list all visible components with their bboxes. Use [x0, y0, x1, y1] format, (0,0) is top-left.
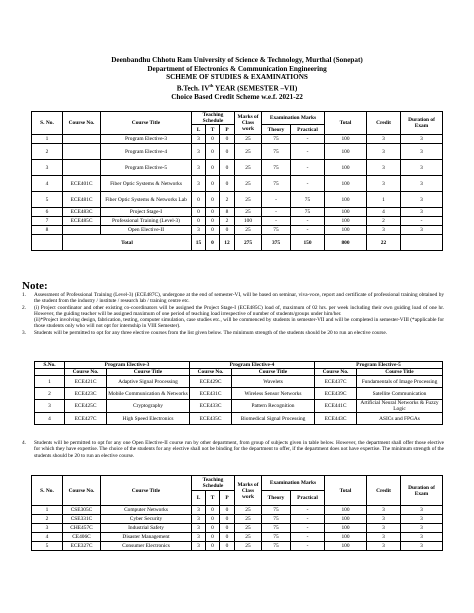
table-header-cell: Marks of Class work [235, 476, 262, 506]
table-cell: CHE457C [63, 524, 101, 533]
table-cell: 2 [367, 217, 401, 226]
table-cell [63, 144, 101, 160]
col-teaching-schedule: Teaching Schedule [192, 112, 235, 125]
col-t: T [206, 125, 220, 135]
department-name: Department of Electronics & Communication Engineering [147, 64, 327, 73]
table-cell: 4 [367, 208, 401, 217]
table-cell: 75 [262, 515, 291, 524]
table-cell: 3 [32, 160, 63, 176]
table-cell: 100 [325, 533, 367, 542]
col-l: L [192, 125, 206, 135]
table-cell: 0 [206, 160, 220, 176]
scheme-title: SCHEME OF STUDIES & EXAMINATIONS [166, 73, 308, 82]
table-cell: - [291, 144, 325, 160]
table-cell: ECE429C [190, 376, 232, 388]
table-cell: Consumer Electronics [101, 542, 192, 551]
table-cell: 25 [235, 144, 262, 160]
table-cell: 25 [235, 506, 262, 515]
total-row [32, 235, 443, 251]
table-cell: 150 [291, 235, 325, 251]
table-cell: 3 [367, 160, 401, 176]
table-cell: 3 [192, 542, 206, 551]
table-row [32, 524, 443, 533]
table-cell: Pattern Recognition [232, 400, 315, 413]
col-theory: Theory [262, 125, 291, 135]
table-cell: 100 [325, 217, 367, 226]
table-cell: - [262, 217, 291, 226]
table-cell: 3 [367, 226, 401, 235]
table-cell: ECE421C [65, 376, 107, 388]
table-cell: - [401, 217, 443, 226]
table-cell: 3 [401, 226, 443, 235]
table-cell: 100 [325, 515, 367, 524]
table-cell: Mobile Communication & Networks [107, 388, 190, 400]
table-cell: 3 [401, 533, 443, 542]
table-row [35, 376, 443, 388]
table-cell: 5 [32, 542, 63, 551]
table-cell: 22 [367, 235, 401, 251]
table-cell: 3 [192, 160, 206, 176]
table-cell [63, 226, 101, 235]
table-cell: 75 [262, 533, 291, 542]
table-cell: 3 [367, 533, 401, 542]
table-cell: 3 [401, 542, 443, 551]
table-cell: Satellite Communication [357, 388, 443, 400]
table-cell: - [291, 533, 325, 542]
table-cell: 15 [192, 235, 206, 251]
table-cell: 25 [235, 542, 262, 551]
table-row [32, 226, 443, 235]
pe5-header: Program Elective-5 [315, 362, 443, 369]
table-cell: 1 [32, 135, 63, 144]
table-cell: 0 [220, 506, 235, 515]
table-header-cell: Course No. [315, 369, 357, 376]
table-header-cell: Examination Marks [262, 476, 325, 491]
table-cell: Fiber Optic Systems & Networks Lab [101, 192, 192, 208]
col-p: P [220, 125, 235, 135]
table-cell: 0 [206, 515, 220, 524]
table-cell: CE406C [63, 533, 101, 542]
table-cell: ECE401C [63, 176, 101, 192]
table-cell: 3 [32, 524, 63, 533]
table-cell: 25 [235, 192, 262, 208]
table-cell: Disaster Management [101, 533, 192, 542]
table-cell: 3 [192, 515, 206, 524]
table-header-cell: L [192, 491, 206, 506]
table-cell: 75 [262, 144, 291, 160]
table-cell: Biomedical Signal Processing [232, 413, 315, 425]
table-cell: 75 [262, 160, 291, 176]
table-cell: 25 [235, 515, 262, 524]
table-row [35, 413, 443, 425]
table-cell: Artificial Neural Networks & Fuzzy Logic [357, 400, 443, 413]
program-electives-table [34, 361, 443, 425]
table-cell: 75 [262, 524, 291, 533]
table-cell: 1 [367, 192, 401, 208]
table-cell: Fundamentals of Image Processing [357, 376, 443, 388]
table-cell: 2 [35, 388, 65, 400]
document-header [0, 56, 474, 101]
table-cell: 3 [367, 144, 401, 160]
table-cell: - [291, 515, 325, 524]
table-cell: CSE331C [63, 515, 101, 524]
table-row [32, 144, 443, 160]
semester-scheme-table [31, 111, 443, 251]
table-cell: 75 [262, 542, 291, 551]
table-cell: - [291, 506, 325, 515]
table-cell: 0 [206, 533, 220, 542]
table-cell: 4 [32, 533, 63, 542]
note-item: 4. Students will be permitted to opt for any one Open Elective-II course run by other department, from group of subjects given in table below. However, the department shall offer those elective for which they have expertise. The choice of the students for any elective shall not be binding for the department to offer, if the department does not have expertise. The minimum strength of the students should be 20 to run an elective course. [22, 440, 444, 459]
note-item: 1. Assessment of Professional Training (Level-3) (ECE487C), undergone at the end of semester-VI, will be based on seminar, viva-voce, report and certificate of professional training obtained by the student from the industry / institute / research lab / training centre etc. [22, 292, 444, 305]
table-cell: CSE305C [63, 506, 101, 515]
table-cell: Program Elective-5 [101, 160, 192, 176]
table-header-cell: T [206, 491, 220, 506]
table-cell: 12 [220, 235, 235, 251]
table-cell: 0 [206, 235, 220, 251]
table-cell: 3 [192, 226, 206, 235]
credit-scheme: Choice Based Credit Scheme w.e.f. 2021-22 [171, 92, 303, 101]
table-cell: 2 [220, 217, 235, 226]
table-header-cell: Course Title [357, 369, 443, 376]
table-cell: ECE435C [190, 413, 232, 425]
table-cell: ECE441C [315, 400, 357, 413]
table-cell: 100 [235, 217, 262, 226]
table-cell: 0 [206, 192, 220, 208]
table-cell: 75 [262, 506, 291, 515]
table-header-cell: Course No. [63, 476, 101, 506]
table-cell: 0 [220, 176, 235, 192]
table-cell: 6 [32, 208, 63, 217]
notes-title: Note: [22, 280, 48, 292]
table-cell: 25 [235, 135, 262, 144]
col-course-title: Course Title [101, 112, 192, 135]
table-header-cell: Course Title [101, 476, 192, 506]
table-cell: 3 [367, 135, 401, 144]
col-course-no: Course No. [63, 112, 101, 135]
table-cell: 4 [35, 413, 65, 425]
col-duration: Duration of Exam [401, 112, 443, 135]
table-cell: 3 [401, 208, 443, 217]
university-name: Deenbandhu Chhotu Ram University of Science & Technology, Murthal (Sonepat) [111, 56, 363, 64]
table-header-cell: Credit [367, 476, 401, 506]
table-cell: High Speed Electronics [107, 413, 190, 425]
table-cell: 100 [325, 135, 367, 144]
table-cell: 7 [32, 217, 63, 226]
table-cell: 3 [367, 542, 401, 551]
table-cell: ECE423C [65, 388, 107, 400]
table-cell: Open Elective-II [101, 226, 192, 235]
table-cell: 375 [262, 235, 291, 251]
table-cell: - [291, 524, 325, 533]
table-cell: 100 [325, 208, 367, 217]
table-cell: - [291, 226, 325, 235]
table-cell: Project Stage-I [101, 208, 192, 217]
table-cell: 0 [220, 144, 235, 160]
table-cell: 100 [325, 542, 367, 551]
table-cell: 3 [401, 160, 443, 176]
table-cell: 0 [220, 542, 235, 551]
table-cell: 0 [206, 542, 220, 551]
pe4-header: Program Elective-4 [190, 362, 315, 369]
table-cell: 75 [291, 208, 325, 217]
table-cell: 3 [367, 506, 401, 515]
table-cell: 0 [206, 135, 220, 144]
table-cell: 0 [220, 160, 235, 176]
table-cell: 800 [325, 235, 367, 251]
table-header-cell: Total [325, 476, 367, 506]
table-cell: ECE433C [190, 400, 232, 413]
table-cell: Industrial Safety [101, 524, 192, 533]
table-row [32, 217, 443, 226]
table-cell: Wavelets [232, 376, 315, 388]
year-semester: B.Tech. IVth YEAR (SEMESTER –VII) [176, 82, 298, 93]
note-item: 3. Students will be permitted to opt for any three elective courses from the list given below. The minimum strength of the students should be 20 to run an elective course. [22, 329, 388, 336]
table-cell: ECE327C [63, 542, 101, 551]
table-cell [63, 135, 101, 144]
table-cell: 25 [235, 524, 262, 533]
table-cell: ECE485C [63, 217, 101, 226]
table-cell [63, 160, 101, 176]
table-cell: Program Elective-4 [101, 144, 192, 160]
table-cell: - [291, 542, 325, 551]
table-cell [32, 235, 63, 251]
table-cell: 100 [325, 144, 367, 160]
table-cell: ECE481C [63, 192, 101, 208]
table-cell: 3 [401, 515, 443, 524]
table-cell: 1 [35, 376, 65, 388]
table-cell: 0 [220, 515, 235, 524]
pe-col-sno: S.No. [35, 362, 65, 369]
table-cell: 0 [206, 524, 220, 533]
table-row [32, 176, 443, 192]
table-cell: 3 [401, 135, 443, 144]
table-cell: Fiber Optic Systems & Networks [101, 176, 192, 192]
table-cell: ECE425C [65, 400, 107, 413]
table-cell: 0 [206, 144, 220, 160]
table-cell: 25 [235, 226, 262, 235]
table-cell: 3 [192, 506, 206, 515]
table-cell: 75 [291, 192, 325, 208]
table-header-cell: Teaching Schedule [192, 476, 235, 491]
table-cell: 25 [235, 176, 262, 192]
table-cell: 100 [325, 192, 367, 208]
table-cell: 3 [35, 400, 65, 413]
table-header-cell: Duration of Exam [401, 476, 443, 506]
table-header-cell: Course Title [232, 369, 315, 376]
table-cell: 2 [32, 515, 63, 524]
table-row [32, 515, 443, 524]
table-cell: 0 [192, 208, 206, 217]
table-cell: Wireless Sensor Networks [232, 388, 315, 400]
table-cell: Adaptive Signal Processing [107, 376, 190, 388]
table-row [32, 135, 443, 144]
notes-list [22, 292, 444, 336]
table-cell: 3 [192, 135, 206, 144]
col-credit: Credit [367, 112, 401, 135]
table-header-cell: Theory [262, 491, 291, 506]
table-cell: Cryptography [107, 400, 190, 413]
table-cell: - [291, 135, 325, 144]
table-header-cell: Course No. [65, 369, 107, 376]
table-cell: 0 [220, 135, 235, 144]
table-cell: ECE427C [65, 413, 107, 425]
table-cell: 3 [192, 176, 206, 192]
table-cell: ECE483C [63, 208, 101, 217]
table-cell: 3 [192, 533, 206, 542]
table-cell: 25 [235, 533, 262, 542]
table-cell: 5 [32, 192, 63, 208]
table-cell: 0 [220, 533, 235, 542]
col-total: Total [325, 112, 367, 135]
table-cell: ECE431C [190, 388, 232, 400]
table-row [32, 542, 443, 551]
table-cell: 100 [325, 506, 367, 515]
table-cell: ASICs and FPGAs [357, 413, 443, 425]
col-marks-classwork: Marks of Class work [235, 112, 262, 135]
table-cell: 0 [220, 226, 235, 235]
table-cell: 4 [32, 176, 63, 192]
table-cell: 100 [325, 226, 367, 235]
table-cell: - [291, 217, 325, 226]
table-cell: 25 [235, 160, 262, 176]
table-cell: 100 [325, 524, 367, 533]
table-cell: - [262, 192, 291, 208]
open-elective-table [31, 475, 443, 551]
col-exam-marks: Examination Marks [262, 112, 325, 125]
table-cell: Program Elective-3 [101, 135, 192, 144]
table-cell: 100 [325, 160, 367, 176]
table-header-cell: Practical [291, 491, 325, 506]
table-cell: 3 [367, 176, 401, 192]
note-item: (ii)*Project involving design, fabrication, testing, computer simulation, case studies etc., will be commenced by students in semester-VII and will be completed in semester-VIII (*applicable for those students only who will not opt for internship in VIII Semester). [34, 317, 444, 330]
table-cell: 8 [220, 208, 235, 217]
table-cell: 100 [325, 176, 367, 192]
table-cell: 8 [32, 226, 63, 235]
table-cell: - [262, 208, 291, 217]
table-cell: 0 [206, 506, 220, 515]
table-cell: ECE439C [315, 388, 357, 400]
table-cell: 0 [206, 217, 220, 226]
table-cell: 75 [262, 135, 291, 144]
table-cell: - [291, 160, 325, 176]
col-sno: S. No. [32, 112, 63, 135]
table-cell: Total [63, 235, 192, 251]
table-cell: 75 [262, 176, 291, 192]
table-row [35, 400, 443, 413]
table-cell: 3 [192, 144, 206, 160]
table-cell: - [291, 176, 325, 192]
table-cell: ECE443C [315, 413, 357, 425]
table-cell: 0 [206, 208, 220, 217]
table-cell: 0 [192, 217, 206, 226]
table-cell: 3 [367, 524, 401, 533]
table-cell: 75 [262, 226, 291, 235]
table-cell: 25 [235, 208, 262, 217]
table-cell: 2 [220, 192, 235, 208]
table-cell: 3 [367, 515, 401, 524]
table-cell: 0 [220, 524, 235, 533]
table-cell: 3 [401, 176, 443, 192]
table-row [32, 160, 443, 176]
table-row [35, 388, 443, 400]
table-cell: 0 [192, 192, 206, 208]
table-cell: 2 [32, 144, 63, 160]
table-cell: Professional Training (Level-3) [101, 217, 192, 226]
note-item: 2. (i) Project coordinator and other existing co-coordinators will be assigned the Project Stage-I (ECE485C) load of, maximum of 02 hrs. per week including their own guiding load of one hr. However, the guiding teacher will be assigned maximum of one period of teaching load irrespective of number of students/groups under him/her. [22, 304, 444, 317]
table-row [32, 506, 443, 515]
table-header-cell: Course No. [190, 369, 232, 376]
table-row [32, 192, 443, 208]
table-row [32, 533, 443, 542]
table-header-cell: P [220, 491, 235, 506]
table-header-cell: S. No. [32, 476, 63, 506]
table-cell: Cyber Security [101, 515, 192, 524]
table-cell: 3 [401, 192, 443, 208]
table-cell: 275 [235, 235, 262, 251]
table-cell: 3 [401, 524, 443, 533]
table-cell: 3 [401, 144, 443, 160]
table-cell [401, 235, 443, 251]
table-cell: Computer Networks [101, 506, 192, 515]
table-cell: 1 [32, 506, 63, 515]
col-practical: Practical [291, 125, 325, 135]
pe3-header: Program Elective-3 [65, 362, 190, 369]
table-row [32, 208, 443, 217]
table-cell: 3 [401, 506, 443, 515]
table-cell: 0 [206, 176, 220, 192]
table-cell: 0 [206, 226, 220, 235]
table-cell: 3 [192, 524, 206, 533]
table-header-cell [35, 369, 65, 376]
table-cell: ECE437C [315, 376, 357, 388]
table-header-cell: Course Title [107, 369, 190, 376]
